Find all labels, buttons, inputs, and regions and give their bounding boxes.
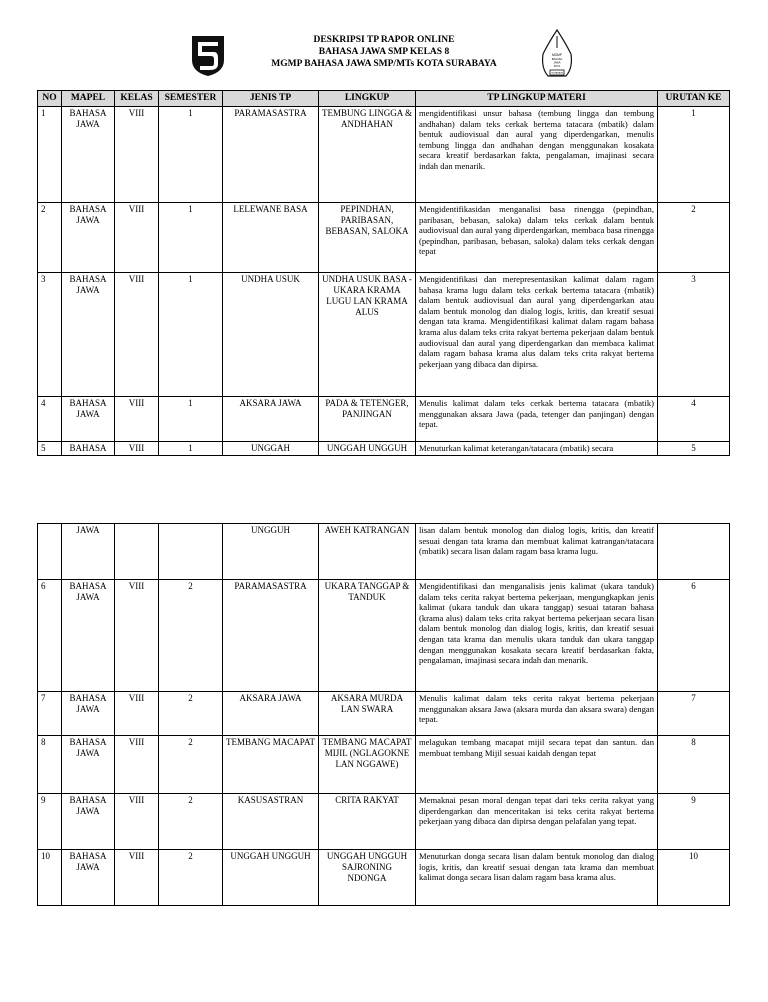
cell-no: 4 [38, 397, 62, 442]
col-header-mapel: MAPEL [62, 91, 115, 107]
cell-no: 7 [38, 692, 62, 736]
cell-no: 6 [38, 580, 62, 692]
cell-jenis-tp: KASUSASTRAN [223, 794, 319, 850]
cell-lingkup: UKARA TANGGAP & TANDUK [319, 580, 416, 692]
title-line-3: MGMP BAHASA JAWA SMP/MTs KOTA SURABAYA [271, 59, 497, 69]
cell-jenis-tp: PARAMASASTRA [223, 580, 319, 692]
cell-lingkup: AWEH KATRANGAN [319, 524, 416, 580]
cell-mapel: BAHASA JAWA [62, 692, 115, 736]
table-row [38, 273, 730, 397]
cell-semester: 2 [159, 794, 223, 850]
cell-semester [159, 524, 223, 580]
cell-kelas: VIII [115, 442, 159, 456]
cell-lingkup: TEMBANG MACAPAT MIJIL (NGLAGOKNE LAN NGGAWE) [319, 736, 416, 794]
cell-urutan-ke: 10 [658, 850, 730, 906]
cell-kelas [115, 524, 159, 580]
table-row [38, 107, 730, 203]
cell-semester: 2 [159, 850, 223, 906]
cell-mapel: BAHASA JAWA [62, 850, 115, 906]
cell-tp-lingkup-materi: melagukan tembang macapat mijil secara tepat dan santun. dan membuat tembang Mijil sesuai kaidah dengan tepat [416, 736, 658, 794]
cell-semester: 1 [159, 273, 223, 397]
cell-jenis-tp: UNGGAH UNGGUH [223, 850, 319, 906]
cell-urutan-ke: 5 [658, 442, 730, 456]
table-row [38, 736, 730, 794]
cell-no: 10 [38, 850, 62, 906]
cell-no: 3 [38, 273, 62, 397]
cell-mapel: BAHASA JAWA [62, 107, 115, 203]
cell-kelas: VIII [115, 107, 159, 203]
document-header [0, 26, 768, 82]
cell-jenis-tp: UNDHA USUK [223, 273, 319, 397]
cell-mapel: BAHASA JAWA [62, 273, 115, 397]
title-line-2: BAHASA JAWA SMP KELAS 8 [318, 47, 450, 57]
title-line-1: DESKRIPSI TP RAPOR ONLINE [313, 35, 455, 45]
col-header-urutan-ke: URUTAN KE [658, 91, 730, 107]
col-header-kelas: KELAS [115, 91, 159, 107]
table-row [38, 397, 730, 442]
cell-urutan-ke: 8 [658, 736, 730, 794]
cell-lingkup: UNGGAH UNGGUH SAJRONING NDONGA [319, 850, 416, 906]
document-title [0, 34, 768, 70]
cell-mapel: BAHASA JAWA [62, 736, 115, 794]
cell-semester: 2 [159, 692, 223, 736]
col-header-lingkup: LINGKUP [319, 91, 416, 107]
cell-mapel: JAWA [62, 524, 115, 580]
cell-urutan-ke: 1 [658, 107, 730, 203]
cell-mapel: BAHASA [62, 442, 115, 456]
cell-kelas: VIII [115, 273, 159, 397]
table-row [38, 794, 730, 850]
cell-tp-lingkup-materi: Menulis kalimat dalam teks cerita rakyat bertema pekerjaan menggunakan aksara Jawa (aksara murda dan aksara swara) dengan tepat. [416, 692, 658, 736]
cell-kelas: VIII [115, 736, 159, 794]
cell-no: 5 [38, 442, 62, 456]
cell-tp-lingkup-materi: Memaknai pesan moral dengan tepat dari teks cerita rakyat yang diperdengarkan dan menceritakan isi teks cerita rakyat bertema pekerjaan yang dibaca dan dipirsa dengan pelafalan yang tepat. [416, 794, 658, 850]
cell-no [38, 524, 62, 580]
cell-kelas: VIII [115, 203, 159, 273]
table-row [38, 524, 730, 580]
cell-no: 8 [38, 736, 62, 794]
table-row [38, 692, 730, 736]
cell-jenis-tp: LELEWANE BASA [223, 203, 319, 273]
cell-urutan-ke: 2 [658, 203, 730, 273]
cell-semester: 1 [159, 203, 223, 273]
cell-mapel: BAHASA JAWA [62, 203, 115, 273]
cell-mapel: BAHASA JAWA [62, 794, 115, 850]
cell-kelas: VIII [115, 397, 159, 442]
cell-urutan-ke: 7 [658, 692, 730, 736]
cell-kelas: VIII [115, 580, 159, 692]
svg-text:SURABAYA: SURABAYA [551, 72, 563, 75]
cell-mapel: BAHASA JAWA [62, 580, 115, 692]
table-row [38, 203, 730, 273]
table-header-row [38, 91, 730, 107]
cell-lingkup: AKSARA MURDA LAN SWARA [319, 692, 416, 736]
cell-lingkup: UNGGAH UNGGUH [319, 442, 416, 456]
cell-urutan-ke: 4 [658, 397, 730, 442]
cell-semester: 1 [159, 397, 223, 442]
cell-lingkup: TEMBUNG LINGGA & ANDHAHAN [319, 107, 416, 203]
svg-text:BAHASA: BAHASA [551, 58, 563, 61]
cell-tp-lingkup-materi: Mengidentifikasidan menganalisi basa rinengga (pepindhan, paribasan, bebasan, saloka) dalam teks cerkak dalam bentuk audiovisual dan aural yang diperdengarkan, membaca basa rinengga (pepindhan, paribasan, bebasan, saloka) dalam teks cerkak dengan tepat [416, 203, 658, 273]
svg-text:KOTA: KOTA [553, 65, 561, 68]
cell-jenis-tp: UNGGAH [223, 442, 319, 456]
svg-text:MGMP: MGMP [552, 53, 562, 57]
cell-urutan-ke: 6 [658, 580, 730, 692]
cell-tp-lingkup-materi: Mengidentifikasi dan merepresentasikan kalimat dalam ragam bahasa krama lugu dalam teks cerkak bertema tatacara (mbatik) dalam bentuk audiovisual dan aural yang diperdengarkan atau dalam bentuk monolog dan dialog logis, kritis, dan kreatif sesuai dengan tata krama. Mengidentifikasi kalimat dalam ragam bahasa krama alus dalam teks crita rakyat bertema pekerjaan dalam bentuk audiovisual dan aural yang diperdengarkan dan membaca kalimat dalam ragam bahasa krama alus dalam teks crita rakyat bertema pekerjaan yang dibaca dan dipirsa. [416, 273, 658, 397]
cell-semester: 1 [159, 107, 223, 203]
col-header-jenis-tp: JENIS TP [223, 91, 319, 107]
cell-kelas: VIII [115, 794, 159, 850]
cell-mapel: BAHASA JAWA [62, 397, 115, 442]
cell-jenis-tp: AKSARA JAWA [223, 692, 319, 736]
cell-tp-lingkup-materi: mengidentifikasi unsur bahasa (tembung lingga dan tembung andhahan) dalam teks cerkak bertema tatacara (mbatik) dalam bentuk audiovisual dan aural yang diperdengarkan, menulis tembung lingga dan andhahan dengan menggunakan kosakata secara kreatif berdasarkan fakta, pengalaman, imajinasi secara indah dan menarik. [416, 107, 658, 203]
cell-jenis-tp: PARAMASASTRA [223, 107, 319, 203]
col-header-tp-lingkup-materi: TP LINGKUP MATERI [416, 91, 658, 107]
tp-table-page-1 [37, 90, 730, 456]
col-header-no: NO [38, 91, 62, 107]
cell-semester: 2 [159, 580, 223, 692]
cell-urutan-ke: 3 [658, 273, 730, 397]
cell-tp-lingkup-materi: Menuturkan donga secara lisan dalam bentuk monolog dan dialog logis, kritis, dan kreatif sesuai dengan tata krama dan membuat kalimat donga secara lisan dalam ragam basa krama alus. [416, 850, 658, 906]
cell-jenis-tp: UNGGUH [223, 524, 319, 580]
cell-no: 9 [38, 794, 62, 850]
table-row [38, 850, 730, 906]
tp-table-page-2 [37, 523, 730, 906]
cell-tp-lingkup-materi: Menuturkan kalimat keterangan/tatacara (mbatik) secara [416, 442, 658, 456]
cell-lingkup: CRITA RAKYAT [319, 794, 416, 850]
cell-lingkup: PADA & TETENGER, PANJINGAN [319, 397, 416, 442]
cell-lingkup: UNDHA USUK BASA - UKARA KRAMA LUGU LAN KRAMA ALUS [319, 273, 416, 397]
table-row [38, 442, 730, 456]
cell-urutan-ke: 9 [658, 794, 730, 850]
cell-tp-lingkup-materi: lisan dalam bentuk monolog dan dialog logis, kritis, dan kreatif sesuai dengan tata krama dan membuat kalimat katrangan/tatacara (mbatik) secara lisan dalam ragam basa krama lugu. [416, 524, 658, 580]
mgmp-gunungan-logo-icon [540, 28, 574, 80]
cell-semester: 1 [159, 442, 223, 456]
svg-text:JAWA: JAWA [553, 61, 561, 65]
cell-no: 2 [38, 203, 62, 273]
cell-tp-lingkup-materi: Menulis kalimat dalam teks cerkak bertema tatacara (mbatik) menggunakan aksara Jawa (pada, tetenger dan panjingan) dengan tepat. [416, 397, 658, 442]
col-header-semester: SEMESTER [159, 91, 223, 107]
cell-kelas: VIII [115, 850, 159, 906]
cell-no: 1 [38, 107, 62, 203]
cell-lingkup: PEPINDHAN, PARIBASAN, BEBASAN, SALOKA [319, 203, 416, 273]
table-row [38, 580, 730, 692]
cell-jenis-tp: TEMBANG MACAPAT [223, 736, 319, 794]
cell-kelas: VIII [115, 692, 159, 736]
cell-semester: 2 [159, 736, 223, 794]
cell-urutan-ke [658, 524, 730, 580]
cell-tp-lingkup-materi: Mengidentifikasi dan menganalisis jenis kalimat (ukara tanduk) dalam teks cerita rakyat bertema pekerjaan, mengungkapkan jenis kalimat (ukara tanduk dan ukara tanggap) sesuai tataran bahasa (krama alus) dalam teks crita rakyat bertema pekerjaan secara lisan dalam bentuk monolog dan dialog logis, kritis, dan kreatif sesuai dengan tata krama dan menulis ukara tanduk dan ukara tanggap dengan menggunakan kosakata secara kreatif berdasarkan fakta, pengalaman, imajinasi secara indah dan menarik. [416, 580, 658, 692]
cell-jenis-tp: AKSARA JAWA [223, 397, 319, 442]
